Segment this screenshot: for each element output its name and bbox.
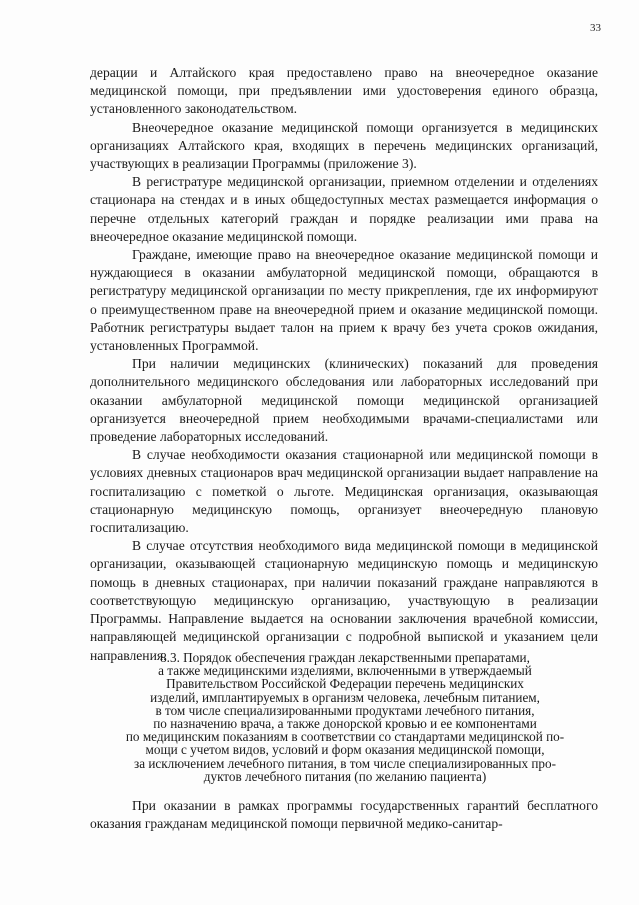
- paragraph-primary-care: При оказании в рамках программы государственных гарантий бесплатного оказания гражданам медицинской помощи первичной медико-санитар-: [90, 798, 598, 832]
- heading-line: по назначению врача, а также донорской кровью и ее компонентами: [153, 716, 537, 732]
- heading-line: мощи с учетом видов, условий и форм оказания медицинской помощи,: [145, 742, 545, 758]
- heading-line: изделий, имплантируемых в организм человека, лечебным питанием,: [150, 689, 540, 705]
- heading-line: 8.3. Порядок обеспечения граждан лекарственными препаратами,: [160, 650, 530, 665]
- heading-line: дуктов лечебного питания (по желанию пациента): [203, 768, 487, 784]
- page-number: 33: [590, 22, 601, 34]
- paragraph-outpatient-procedure: Граждане, имеющие право на внеочередное оказание медицинской помощи и нуждающиеся в оказании амбулаторной медицинской помощи, обращаются в регистратуру медицинской организации по месту прикрепления, где их информируют о преимущественном праве на внеочередной прием и оказание медицинской помощи. Работник регистратуры выдает талон на прием к врачу без учета сроков ожидания, установленных Программой.: [90, 247, 598, 354]
- tail-text: [90, 797, 598, 833]
- heading-line: по медицинским показаниям в соответствии со стандартами медицинской по-: [125, 729, 565, 745]
- paragraph-continuation: дерации и Алтайского края предоставлено право на внеочередное оказание медицинской помощи, при предъявлении ими удостоверения единого образца, установленного законодательством.: [90, 65, 598, 117]
- heading-line: а также медицинскими изделиями, включенными в утверждаемый: [158, 663, 532, 679]
- paragraph-priority-care-organization: Внеочередное оказание медицинской помощи организуется в медицинских организациях Алтайского края, входящих в перечень медицинских организаций, участвующих в реализации Программы (приложение 3).: [90, 119, 598, 172]
- paragraph-information-placement: В регистратуре медицинской организации, приемном отделении и отделениях стационара на стендах и в иных общедоступных местах размещается информация о перечне отдельных категорий граждан и порядке реализации ими права на внеочередное оказание медицинской помощи.: [90, 174, 598, 244]
- paragraph-referral: В случае отсутствия необходимого вида медицинской помощи в медицинской организации, оказывающей стационарную медицинскую помощь и медицинскую помощь в дневных стационарах, при наличии показаний граждане направляются в соответствующую медицинскую организацию, участвующую в реализации Программы. Направление выдается на основании заключения врачебной комиссии, направляющей медицинской организации с подробной выпиской и указанием цели направления.: [90, 538, 598, 663]
- section-heading-8-3: [92, 651, 598, 783]
- heading-line: Правительством Российской Федерации перечень медицинских: [166, 676, 524, 692]
- paragraph-hospitalization: В случае необходимости оказания стационарной или медицинской помощи в условиях дневных стационаров врач медицинской организации выдает направление на госпитализацию с пометкой о льготе. Медицинская организация, оказывающая стационарную медицинскую помощь, организует внеочередную плановую госпитализацию.: [90, 447, 598, 536]
- paragraph-additional-examination: При наличии медицинских (клинических) показаний для проведения дополнительного медицинского обследования или лабораторных исследований при оказании амбулаторной медицинской помощи медицинской организацией организуется внеочередной прием необходимыми врачами-специалистами или проведение лабораторных исследований.: [90, 356, 598, 445]
- heading-line: в том числе специализированными продуктами лечебного питания,: [155, 702, 535, 718]
- heading-line: за исключением лечебного питания, в том числе специализированных про-: [133, 755, 556, 771]
- body-text: [90, 64, 598, 665]
